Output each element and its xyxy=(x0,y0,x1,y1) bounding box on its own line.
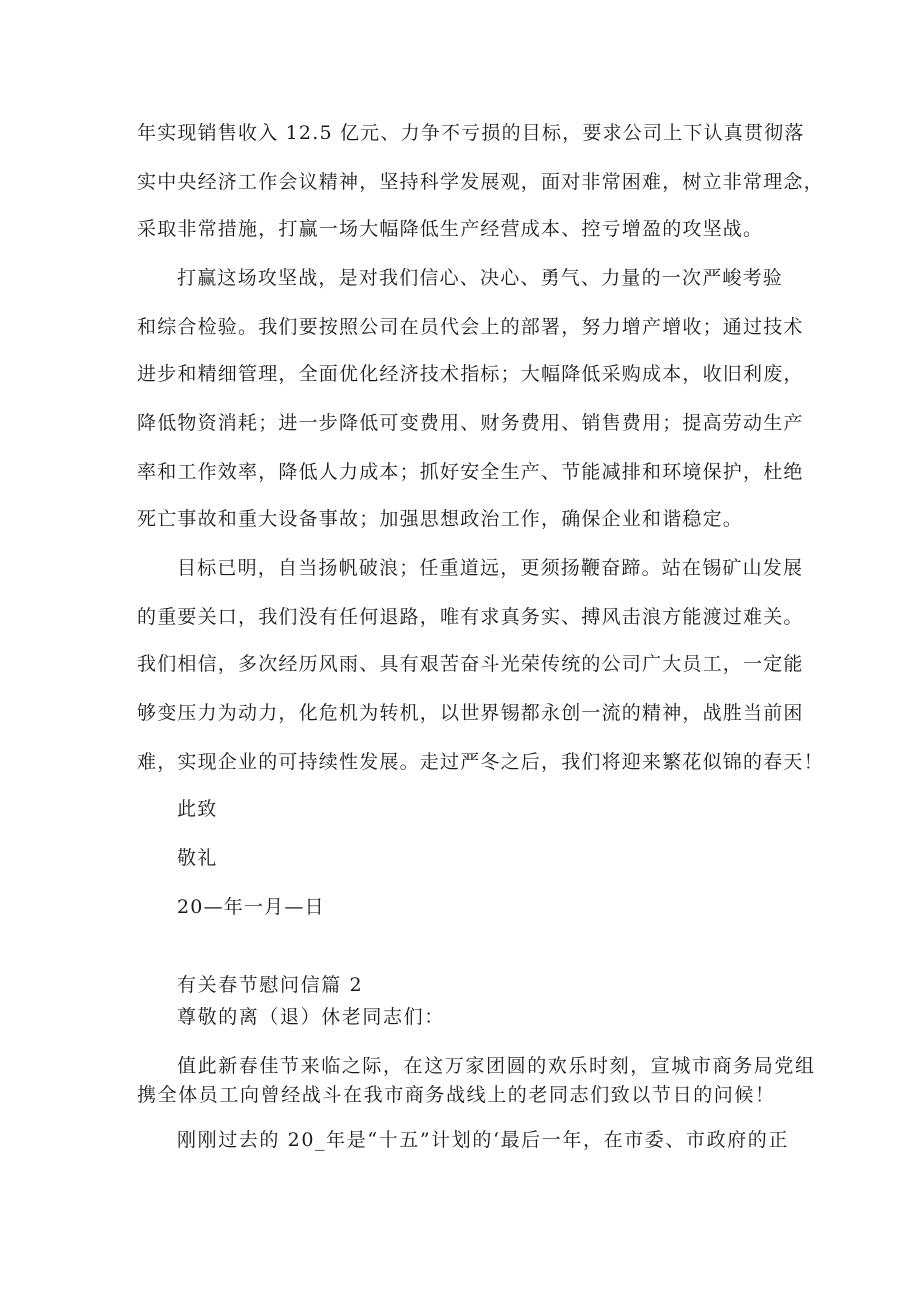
paragraph-line: 死亡事故和重大设备事故；加强思想政治工作，确保企业和谐稳定。 xyxy=(137,508,744,530)
closing-jingli: 敬礼 xyxy=(177,847,218,869)
paragraph-line: 进步和精细管理，全面优化经济技术指标；大幅降低采购成本，收旧利废， xyxy=(137,363,804,385)
paragraph-line: 和综合检验。我们要按照公司在员代会上的部署，努力增产增收；通过技术 xyxy=(137,316,804,338)
closing-date: 20—年一月—日 xyxy=(177,896,325,918)
closing-zhici: 此致 xyxy=(177,798,218,820)
paragraph-line: 的重要关口，我们没有任何退路，唯有求真务实、搏风击浪方能渡过难关。 xyxy=(137,606,804,628)
paragraph-line: 刚刚过去的 20_年是“十五”计划的‘最后一年，在市委、市政府的正 xyxy=(177,1129,789,1151)
paragraph-line: 值此新春佳节来临之际，在这万家团圆的欢乐时刻，宣城市商务局党组 xyxy=(177,1055,816,1077)
paragraph-line: 实中央经济工作会议精神，坚持科学发展观，面对非常困难，树立非常理念， xyxy=(137,171,824,193)
section-title: 有关春节慰问信篇 2 xyxy=(177,974,364,996)
salutation: 尊敬的离（退）休老同志们： xyxy=(177,1006,445,1028)
paragraph-line: 目标已明，自当扬帆破浪；任重道远，更须扬鞭奋蹄。站在锡矿山发展 xyxy=(177,557,804,579)
paragraph-line: 携全体员工向曾经战斗在我市商务战线上的老同志们致以节日的问候！ xyxy=(137,1084,776,1106)
paragraph-line: 难，实现企业的可持续性发展。走过严冬之后，我们将迎来繁花似锦的春天！ xyxy=(137,751,824,773)
paragraph-line: 年实现销售收入 12.5 亿元、力争不亏损的目标，要求公司上下认真贯彻落 xyxy=(137,122,805,144)
paragraph-line: 采取非常措施，打赢一场大幅降低生产经营成本、控亏增盈的攻坚战。 xyxy=(137,218,764,240)
paragraph-line: 打赢这场攻坚战，是对我们信心、决心、勇气、力量的一次严峻考验 xyxy=(177,267,784,289)
paragraph-line: 我们相信，多次经历风雨、具有艰苦奋斗光荣传统的公司广大员工，一定能 xyxy=(137,653,804,675)
paragraph-line: 降低物资消耗；进一步降低可变费用、财务费用、销售费用；提高劳动生产 xyxy=(137,412,804,434)
paragraph-line: 率和工作效率，降低人力成本；抓好安全生产、节能减排和环境保护，杜绝 xyxy=(137,461,804,483)
paragraph-line: 够变压力为动力，化危机为转机，以世界锡都永创一流的精神，战胜当前困 xyxy=(137,702,804,724)
